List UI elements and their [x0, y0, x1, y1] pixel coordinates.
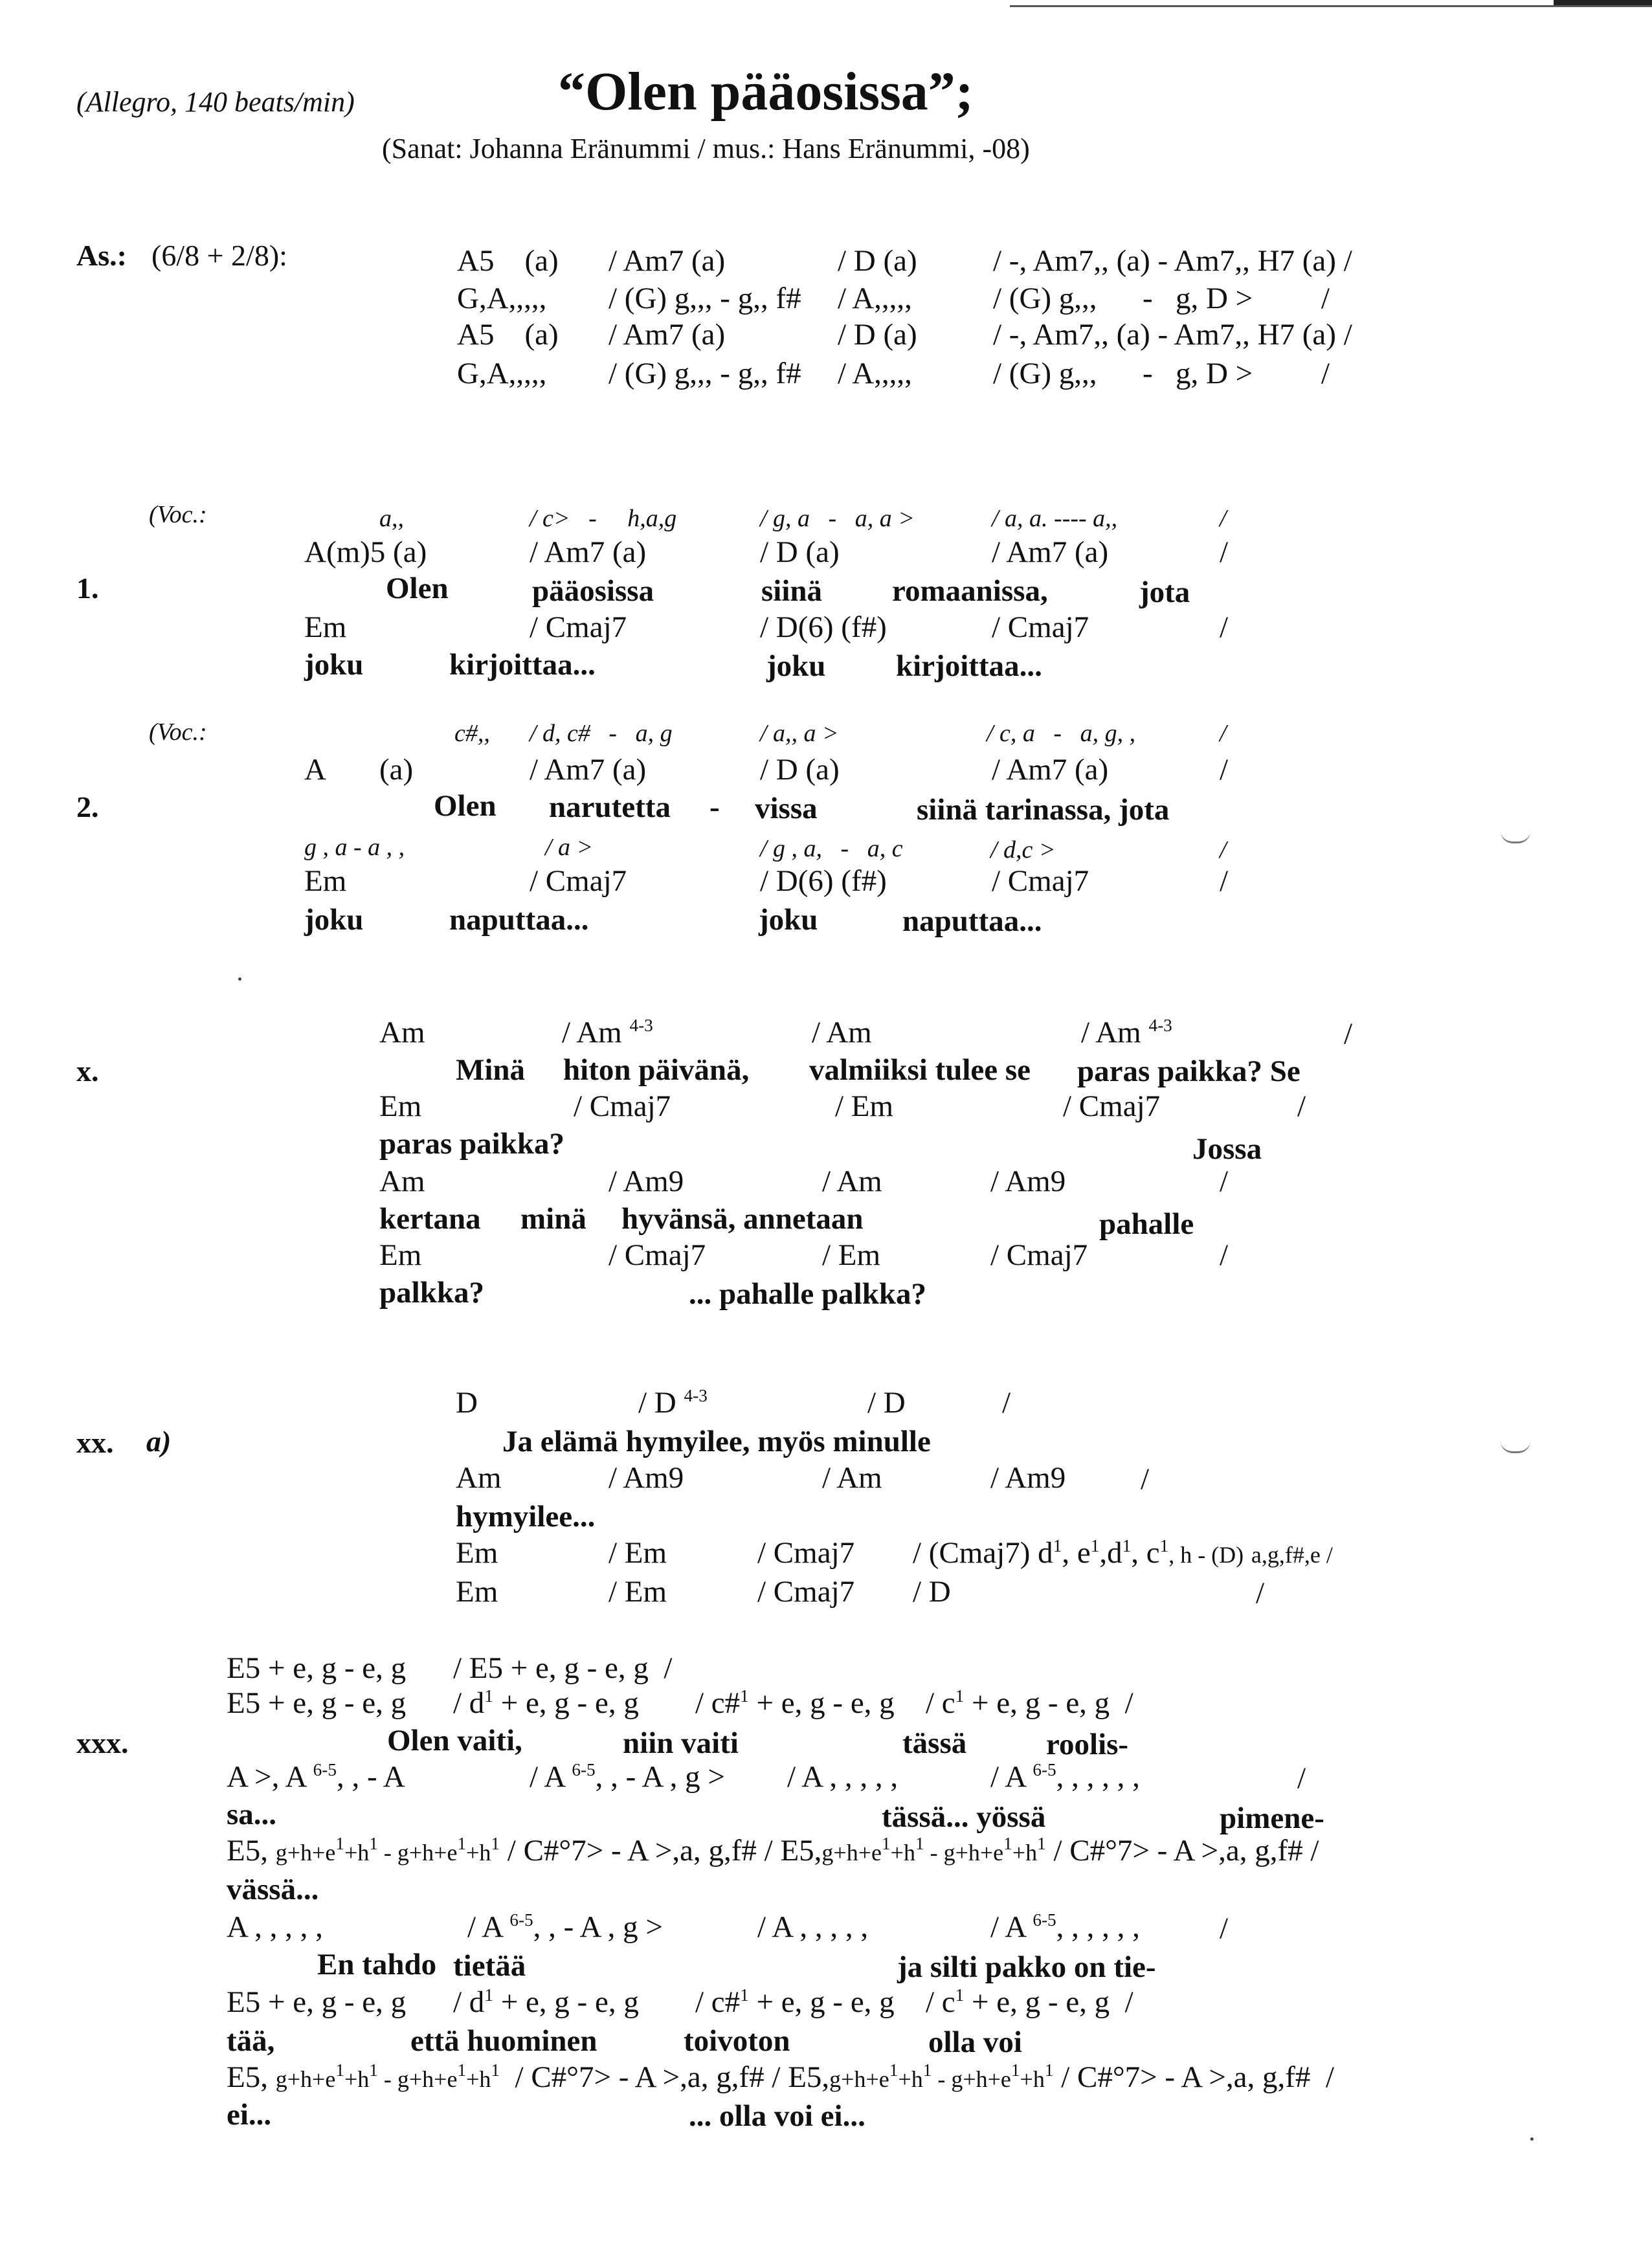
chorus-chord4-4: / Cmaj7 — [990, 1238, 1088, 1272]
chorus-lyric4-2: ... pahalle palkka? — [689, 1277, 926, 1311]
chord-text: / Am — [562, 1016, 622, 1049]
verse2-chord2-2: / Cmaj7 — [530, 864, 627, 898]
chord-text: , , - A , g > — [595, 1760, 725, 1794]
scan-dot — [238, 977, 241, 981]
octave-mark: 1 — [1003, 1834, 1012, 1854]
chord-text: +h — [344, 1840, 370, 1866]
chorus-chord4-1: Em — [379, 1238, 422, 1272]
verse1-chord-1: A(m)5 (a) — [304, 535, 427, 569]
chorus-chord2-1: Em — [379, 1089, 422, 1123]
verse1-chord-2: / Am7 (a) — [530, 535, 647, 569]
verse2-lyric2-1: joku — [304, 903, 364, 937]
chord-text: / C#°7> - A >,a, g,f# / — [1053, 2060, 1334, 2094]
chord-text: , , , , , , — [1056, 1760, 1140, 1794]
octave-mark: 1 — [457, 2060, 467, 2080]
xx-chord2-3: / Am — [822, 1461, 882, 1495]
xxx-line5-c2: tässä... yössä — [882, 1800, 1046, 1834]
verse2-lyric-4: vissa — [755, 792, 818, 825]
verse1-chord2-4: / Cmaj7 — [992, 610, 1089, 644]
xxx-line12 — [227, 2062, 1334, 2093]
chord-text: g+h+e — [275, 1840, 336, 1866]
xx-chord4-4: / D — [913, 1575, 951, 1609]
xxx-line8-c5: / — [1220, 1912, 1229, 1945]
chord-text: A >, A — [227, 1760, 313, 1794]
octave-mark: 1 — [1037, 1834, 1046, 1854]
chord-text: + e, g - e, g / — [964, 1985, 1133, 2019]
verse1-lyric2-1: joku — [304, 648, 364, 682]
chord-text: g+h+e — [829, 2066, 889, 2092]
chord-text: / Am — [1081, 1016, 1141, 1049]
verse1-lyric-2: pääosissa — [532, 574, 654, 608]
chord-text: / A — [990, 1760, 1033, 1794]
chord-text: , c — [1131, 1536, 1160, 1570]
song-title: “Olen pääosissa”; — [558, 61, 974, 122]
chord-text: +h — [466, 1840, 491, 1866]
chorus-lyric4-1: palkka? — [379, 1276, 484, 1310]
intro-line-1-c4: / -, Am7,, (a) - Am7,, H7 (a) / — [993, 244, 1352, 278]
xx-chord4-2: / Em — [608, 1575, 667, 1609]
intro-line-3-c3: / D (a) — [838, 318, 917, 351]
chord-text: / A — [530, 1760, 572, 1794]
xxx-line8-c4 — [990, 1912, 1140, 1943]
verse2-chord-1: A — [304, 753, 326, 786]
intro-line-4-c2: / (G) g,,, - g,, f# — [608, 357, 801, 390]
chord-text: , h - (D) — [1168, 1542, 1244, 1568]
verse1-melody-5: / — [1220, 505, 1227, 532]
chorus-chord2-4: / Cmaj7 — [1063, 1089, 1161, 1123]
verse2-melody-1: c#,, — [454, 720, 490, 747]
xxx-line9-c3: ja silti pakko on tie- — [897, 1950, 1156, 1984]
verse2-chord2-5: / — [1220, 864, 1229, 898]
chord-text: , e — [1062, 1536, 1091, 1570]
verse1-lyric-4: romaanissa, — [892, 574, 1048, 608]
verse1-lyric-5: jota — [1139, 575, 1190, 609]
octave-mark: 1 — [882, 1834, 891, 1854]
chord-text: / c# — [695, 1686, 741, 1720]
chorus-chord4-2: / Cmaj7 — [608, 1238, 706, 1272]
xx-chord2-4: / Am9 — [990, 1461, 1066, 1495]
octave-mark: 1 — [369, 1834, 378, 1854]
intro-line-2-c1: G,A,,,,, — [457, 282, 547, 315]
xxx-line2-c1: E5 + e, g - e, g — [227, 1686, 407, 1720]
verse2-melody-2: / d, c# - a, g — [530, 720, 673, 747]
chorus-chord4-5: / — [1220, 1238, 1229, 1272]
intro-line-2-c3: / A,,,,, — [838, 282, 912, 315]
octave-mark: 1 — [922, 2060, 932, 2080]
octave-mark: 1 — [1090, 1536, 1100, 1556]
chord-text: / c — [926, 1686, 955, 1720]
chord-text: + e, g - e, g — [748, 1686, 895, 1720]
xxx-line11-c1: tää, — [227, 2024, 275, 2058]
verse1-melody-4: / a, a. ---- a,, — [992, 505, 1118, 532]
chorus-lyric-1: Minä — [456, 1053, 526, 1087]
verse1-chord-4: / Am7 (a) — [992, 535, 1109, 569]
chorus-chord3-5: / — [1220, 1165, 1229, 1198]
xxx-line4-c5: / — [1297, 1761, 1306, 1795]
chord-text: +h — [1012, 1840, 1038, 1866]
chorus-lyric2-2: Jossa — [1192, 1132, 1262, 1166]
chorus-lyric-2: hiton päivänä, — [563, 1053, 750, 1087]
xxx-line3-c4: roolis- — [1046, 1728, 1129, 1761]
chord-suspension: 4-3 — [629, 1016, 653, 1036]
tempo-marking: (Allegro, 140 beats/min) — [76, 86, 355, 118]
chord-text: +h — [344, 2066, 370, 2092]
xxx-line1-c1: E5 + e, g - e, g — [227, 1651, 407, 1685]
chord-text: / c# — [695, 1985, 741, 2019]
xxx-line13-c1: ei... — [227, 2098, 272, 2132]
verse2-chord2-1: Em — [304, 864, 347, 898]
chord-text: +h — [898, 2066, 923, 2092]
xxx-line8-c2 — [467, 1912, 663, 1943]
chord-text: +h — [1020, 2066, 1045, 2092]
xx-chord3-3: / Cmaj7 — [757, 1536, 855, 1570]
verse2-voc-label: (Voc.: — [149, 719, 207, 746]
verse2-lyric2-2: naputtaa... — [449, 903, 589, 937]
xxx-line8-c1: A , , , , , — [227, 1910, 323, 1944]
chord-text: / D — [638, 1386, 676, 1420]
xxx-line4-c1 — [227, 1762, 405, 1792]
verse1-melody-1: a,, — [379, 505, 404, 532]
chorus-lyric3-3: hyvänsä, annetaan — [621, 1202, 864, 1236]
octave-mark: 1 — [335, 1834, 344, 1854]
xx-chord3-2: / Em — [608, 1536, 667, 1570]
chord-text: +h — [890, 1840, 915, 1866]
chord-text: - g+h+e — [932, 2066, 1011, 2092]
chord-text: E5, — [227, 1834, 276, 1867]
xxx-line11-c4: olla voi — [928, 2025, 1022, 2059]
xxx-line10-c1: E5 + e, g - e, g — [227, 1985, 407, 2019]
chord-text: a,g,f#,e / — [1251, 1542, 1333, 1568]
verse1-lyric2-2: kirjoittaa... — [449, 648, 596, 682]
verse1-chord2-5: / — [1220, 610, 1229, 644]
chorus-lyric3-2: minä — [520, 1202, 586, 1236]
intro-line-1-c2: / Am7 (a) — [608, 244, 726, 278]
chord-text: / c — [926, 1985, 955, 2019]
chord-suspension: 4-3 — [684, 1386, 708, 1406]
xxx-line2-c4 — [926, 1688, 1133, 1719]
chord-text: +h — [466, 2066, 491, 2092]
verse2-melody2-4: / d,c > — [990, 836, 1056, 864]
intro-line-1-c3: / D (a) — [838, 244, 917, 278]
verse2-lyric2-4: naputtaa... — [902, 904, 1042, 938]
xxx-line10-c2 — [453, 1987, 639, 2018]
verse1-number: 1. — [76, 572, 99, 605]
song-credits: (Sanat: Johanna Eränummi / mus.: Hans Eränummi, -08) — [382, 133, 1030, 164]
verse2-melody-4: / c, a - a, g, , — [987, 720, 1136, 747]
xx-chord3-1: Em — [456, 1536, 498, 1570]
chord-text: + e, g - e, g / — [964, 1686, 1133, 1720]
intro-line-4-c4: / (G) g,,, - g, D > / — [993, 357, 1330, 390]
octave-mark: 1 — [484, 1686, 493, 1706]
verse2-lyric-3: - — [709, 790, 720, 824]
octave-mark: 1 — [740, 1985, 749, 2005]
chord-suspension: 6-5 — [1032, 1910, 1056, 1930]
chorus-chord4-3: / Em — [822, 1238, 881, 1272]
chord-text: - g+h+e — [924, 1840, 1004, 1866]
scan-mark — [1501, 1441, 1530, 1453]
xx-chord2-5: / — [1141, 1462, 1150, 1496]
chord-text: g+h+e — [821, 1840, 882, 1866]
intro-line-2-c4: / (G) g,,, - g, D > / — [993, 282, 1330, 315]
xxx-line13-c2: ... olla voi ei... — [689, 2099, 865, 2133]
octave-mark: 1 — [484, 1985, 493, 2005]
chorus-chord3-2: / Am9 — [608, 1165, 684, 1198]
verse1-lyric2-4: kirjoittaa... — [896, 649, 1042, 683]
intro-line-4-c3: / A,,,,, — [838, 357, 912, 390]
verse1-lyric2-3: joku — [766, 649, 826, 683]
chorus-chord3-1: Am — [379, 1165, 425, 1198]
intro-meter: (6/8 + 2/8): — [151, 239, 287, 272]
chord-text: ,d — [1099, 1536, 1122, 1570]
xxx-line3-c2: niin vaiti — [623, 1726, 739, 1760]
verse1-chord2-1: Em — [304, 610, 347, 644]
chorus-chord-3: / Am — [812, 1016, 872, 1049]
xxx-line9-c2: tietää — [453, 1949, 526, 1983]
verse2-chord-5: / — [1220, 753, 1229, 786]
verse2-melody2-1: g , a - a , , — [304, 834, 405, 861]
chorus-chord-5: / — [1344, 1017, 1353, 1051]
scan-top-edge — [1554, 0, 1652, 5]
chord-text: , , - A , g > — [533, 1910, 663, 1944]
verse1-lyric-1: Olen — [386, 572, 449, 605]
chord-text: / C#°7> - A >,a, g,f# / E5, — [500, 2060, 830, 2094]
octave-mark: 1 — [491, 2060, 500, 2080]
intro-line-4-c1: G,A,,,,, — [457, 357, 547, 390]
chorus-chord2-2: / Cmaj7 — [574, 1089, 671, 1123]
verse2-chord2-3: / D(6) (f#) — [760, 864, 887, 898]
xx-lyric-2: hymyilee... — [456, 1500, 596, 1533]
xxx-line6 — [227, 1836, 1319, 1866]
chord-text: + e, g - e, g — [493, 1686, 639, 1720]
chord-text: - g+h+e — [377, 1840, 458, 1866]
chorus-chord-4 — [1081, 1018, 1172, 1048]
xx-label: xx. — [76, 1426, 114, 1459]
chorus-lyric-3: valmiiksi tulee se — [809, 1053, 1031, 1087]
octave-mark: 1 — [369, 2060, 378, 2080]
scan-top-line — [1010, 5, 1652, 7]
chorus-lyric-4: paras paikka? Se — [1077, 1054, 1300, 1088]
xx-chord2-2: / Am9 — [608, 1461, 684, 1495]
chord-text: + e, g - e, g — [493, 1985, 639, 2019]
chord-text: / C#°7> - A >,a, g,f# / E5, — [500, 1834, 822, 1867]
xxx-line7: vässä... — [227, 1873, 319, 1906]
intro-line-2-c2: / (G) g,,, - g,, f# — [608, 282, 801, 315]
xx-chord-2 — [638, 1388, 708, 1418]
octave-mark: 1 — [889, 2060, 899, 2080]
verse1-melody-3: / g, a - a, a > — [760, 505, 915, 532]
verse2-number: 2. — [76, 790, 99, 823]
octave-mark: 1 — [1159, 1536, 1169, 1556]
xx-lyric-1: Ja elämä hymyilee, myös minulle — [502, 1425, 931, 1458]
xxx-line4-c2 — [530, 1762, 725, 1792]
xxx-line11-c3: toivoton — [684, 2024, 790, 2058]
verse2-melody-3: / a,, a > — [760, 720, 839, 747]
xxx-line3-c1: Olen vaiti, — [387, 1724, 522, 1757]
xx-chord-3: / D — [867, 1386, 906, 1420]
xxx-line11-c2: että huominen — [410, 2024, 597, 2058]
xxx-line8-c3: / A , , , , , — [757, 1910, 869, 1944]
chorus-lyric3-4: pahalle — [1099, 1207, 1194, 1241]
xxx-line4-c4 — [990, 1762, 1140, 1792]
octave-mark: 1 — [1010, 2060, 1020, 2080]
chord-suspension: 6-5 — [1032, 1760, 1056, 1780]
intro-line-1-c1: A5 (a) — [457, 244, 559, 278]
octave-mark: 1 — [915, 1834, 924, 1854]
verse2-melody2-3: / g , a, - a, c — [760, 835, 903, 862]
scan-dot — [1530, 2137, 1534, 2141]
xxx-line5-c1: sa... — [227, 1798, 277, 1831]
xx-chord-1: D — [456, 1386, 478, 1420]
verse1-chord2-3: / D(6) (f#) — [760, 610, 887, 644]
octave-mark: 1 — [955, 1686, 965, 1706]
xxx-label: xxx. — [76, 1726, 129, 1759]
chorus-label: x. — [76, 1054, 99, 1087]
chord-text: / d — [453, 1686, 485, 1720]
verse2-lyric-1: Olen — [434, 789, 497, 823]
chord-text: , , - A — [336, 1760, 405, 1794]
xx-chord-4: / — [1002, 1386, 1011, 1420]
chorus-chord3-4: / Am9 — [990, 1165, 1066, 1198]
verse2-lyric2-3: joku — [759, 903, 818, 937]
chord-suspension: 4-3 — [1148, 1016, 1172, 1036]
xxx-line5-c3: pimene- — [1220, 1801, 1324, 1835]
octave-mark: 1 — [1122, 1536, 1132, 1556]
xx-chord2-1: Am — [456, 1461, 502, 1495]
verse2-chord2-4: / Cmaj7 — [992, 864, 1089, 898]
chorus-chord-1: Am — [379, 1016, 425, 1049]
chorus-chord2-5: / — [1297, 1089, 1306, 1123]
octave-mark: 1 — [1044, 2060, 1054, 2080]
verse2-chord-1b: (a) — [379, 753, 414, 786]
verse1-chord2-2: / Cmaj7 — [530, 610, 627, 644]
verse2-chord-2: / Am7 (a) — [530, 753, 647, 786]
verse2-chord-3: / D (a) — [760, 753, 840, 786]
xxx-line3-c3: tässä — [902, 1726, 967, 1760]
octave-mark: 1 — [955, 1985, 965, 2005]
xxx-line2-c2 — [453, 1688, 639, 1719]
verse1-melody-2: / c> - h,a,g — [530, 505, 677, 532]
chorus-chord3-3: / Am — [822, 1165, 882, 1198]
octave-mark: 1 — [457, 1834, 467, 1854]
xx-chord3-4 — [913, 1538, 1333, 1568]
chorus-chord2-3: / Em — [835, 1089, 894, 1123]
xxx-line2-c3 — [695, 1688, 895, 1719]
xx-chord4-1: Em — [456, 1575, 498, 1609]
chorus-lyric2-1: paras paikka? — [379, 1127, 565, 1161]
intro-line-3-c2: / Am7 (a) — [608, 318, 726, 351]
chord-suspension: 6-5 — [509, 1910, 533, 1930]
verse2-lyric-2: narutetta — [549, 790, 671, 824]
verse2-melody2-5: / — [1220, 836, 1227, 864]
chord-suspension: 6-5 — [572, 1760, 596, 1780]
chord-text: + e, g - e, g — [748, 1985, 895, 2019]
xxx-line10-c3 — [695, 1987, 895, 2018]
intro-line-3-c4: / -, Am7,, (a) - Am7,, H7 (a) / — [993, 318, 1352, 351]
verse1-voc-label: (Voc.: — [149, 501, 207, 528]
verse1-chord-3: / D (a) — [760, 535, 840, 569]
chord-text: - g+h+e — [377, 2066, 458, 2092]
verse2-melody2-2: / a > — [545, 834, 594, 861]
chord-text: E5, — [227, 2060, 276, 2094]
octave-mark: 1 — [491, 1834, 500, 1854]
xx-sub-label: a) — [146, 1425, 172, 1458]
verse1-lyric-3: siinä — [761, 574, 823, 608]
verse2-melody-5: / — [1220, 720, 1227, 747]
intro-label: As.: — [76, 239, 127, 272]
verse2-chord-4: / Am7 (a) — [992, 753, 1109, 786]
xxx-line1-c2: / E5 + e, g - e, g / — [453, 1651, 673, 1685]
octave-mark: 1 — [740, 1686, 749, 1706]
chord-text: / d — [453, 1985, 485, 2019]
intro-line-3-c1: A5 (a) — [457, 318, 559, 351]
xxx-line4-c3: / A , , , , , — [787, 1760, 899, 1794]
chorus-lyric3-1: kertana — [379, 1202, 481, 1236]
chord-text: / A — [467, 1910, 510, 1944]
octave-mark: 1 — [335, 2060, 344, 2080]
scan-mark — [1501, 831, 1530, 843]
verse1-chord-5: / — [1220, 535, 1229, 569]
chord-suspension: 6-5 — [313, 1760, 337, 1780]
chord-text: g+h+e — [275, 2066, 336, 2092]
chord-text: / A — [990, 1910, 1033, 1944]
octave-mark: 1 — [1053, 1536, 1062, 1556]
xx-chord4-3: / Cmaj7 — [757, 1575, 855, 1609]
chord-text: / C#°7> - A >,a, g,f# / — [1045, 1834, 1319, 1867]
xx-chord4-5: / — [1256, 1576, 1265, 1610]
chord-text: / (Cmaj7) d — [913, 1536, 1053, 1570]
chorus-chord-2 — [562, 1018, 653, 1048]
xxx-line10-c4 — [926, 1987, 1133, 2018]
verse2-lyric-5: siinä tarinassa, jota — [917, 793, 1170, 827]
chord-text: , , , , , , — [1056, 1910, 1140, 1944]
xxx-line9-c1: En tahdo — [317, 1948, 437, 1981]
